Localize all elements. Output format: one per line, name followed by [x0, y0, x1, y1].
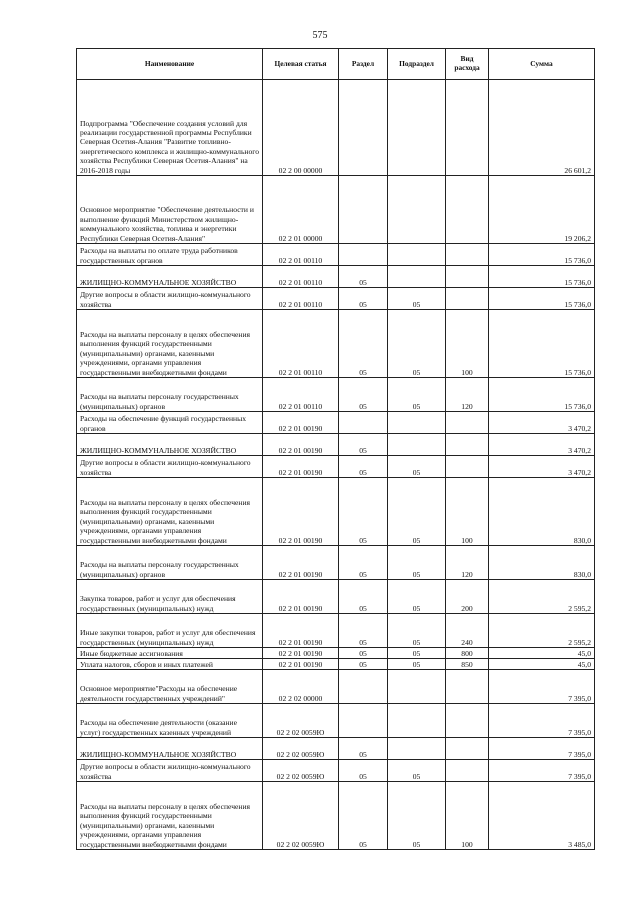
row-target: 02 2 01 00190: [263, 412, 339, 434]
row-name: Расходы на выплаты персоналу в целях обеспечения выполнения функций государственными (муниципальными) органами, казенными учреждениями, органами управления государственными внебюджетными фондами: [77, 782, 263, 850]
row-section: 05: [339, 310, 388, 378]
row-name: Расходы на обеспечение деятельности (оказание услуг) государственных казенных учреждений: [77, 704, 263, 738]
row-exp-type: 850: [446, 659, 489, 670]
header-exp-type: Вид расхода: [446, 49, 489, 80]
row-subsection: [388, 244, 446, 266]
row-subsection: [388, 670, 446, 704]
row-sum: 3 470,2: [489, 412, 595, 434]
row-subsection: [388, 80, 446, 176]
row-name: Расходы на выплаты персоналу государственных (муниципальных) органов: [77, 378, 263, 412]
row-section: 05: [339, 456, 388, 478]
row-exp-type: [446, 760, 489, 782]
row-subsection: [388, 176, 446, 244]
row-sum: 830,0: [489, 478, 595, 546]
row-exp-type: [446, 266, 489, 288]
table-row: [77, 456, 595, 478]
row-subsection: 05: [388, 648, 446, 659]
row-name: Расходы на выплаты персоналу в целях обеспечения выполнения функций государственными (муниципальными) органами, казенными учреждениями, органами управления государственными внебюджетными фондами: [77, 478, 263, 546]
row-subsection: 05: [388, 614, 446, 648]
row-section: 05: [339, 546, 388, 580]
row-exp-type: [446, 434, 489, 456]
table-row: [77, 266, 595, 288]
table-row: [77, 614, 595, 648]
row-sum: 7 395,0: [489, 670, 595, 704]
row-section: [339, 670, 388, 704]
header-sum: Сумма: [489, 49, 595, 80]
row-exp-type: 100: [446, 782, 489, 850]
row-name: Подпрограмма "Обеспечение создания условий для реализации государственной программы Республики Северная Осетия-Алания "Развитие топливно-энергетического комплекса и жилищно-коммунального хозяйства Республики Северная Осетия-Алания" на 2016-2018 годы: [77, 80, 263, 176]
row-section: [339, 176, 388, 244]
row-target: 02 2 02 0059Ю: [263, 704, 339, 738]
row-subsection: [388, 412, 446, 434]
table-row: [77, 670, 595, 704]
table-row: [77, 648, 595, 659]
row-exp-type: 240: [446, 614, 489, 648]
row-exp-type: 120: [446, 378, 489, 412]
row-sum: 15 736,0: [489, 266, 595, 288]
row-sum: 7 395,0: [489, 704, 595, 738]
row-section: 05: [339, 478, 388, 546]
header-section: Раздел: [339, 49, 388, 80]
row-exp-type: [446, 670, 489, 704]
row-target: 02 2 01 00000: [263, 176, 339, 244]
row-sum: 15 736,0: [489, 288, 595, 310]
row-sum: 26 601,2: [489, 80, 595, 176]
row-target: 02 2 01 00190: [263, 546, 339, 580]
row-sum: 19 206,2: [489, 176, 595, 244]
row-target: 02 2 01 00190: [263, 659, 339, 670]
row-section: 05: [339, 648, 388, 659]
row-section: 05: [339, 760, 388, 782]
row-section: 05: [339, 782, 388, 850]
row-sum: 15 736,0: [489, 310, 595, 378]
row-exp-type: 120: [446, 546, 489, 580]
row-target: 02 2 01 00110: [263, 244, 339, 266]
row-name: Другие вопросы в области жилищно-коммунального хозяйства: [77, 760, 263, 782]
row-subsection: 05: [388, 760, 446, 782]
row-exp-type: [446, 244, 489, 266]
table-row: [77, 412, 595, 434]
row-target: 02 2 01 00190: [263, 580, 339, 614]
table-row: [77, 434, 595, 456]
row-exp-type: [446, 80, 489, 176]
row-name: Расходы на обеспечение функций государственных органов: [77, 412, 263, 434]
row-section: [339, 80, 388, 176]
row-subsection: [388, 738, 446, 760]
row-name: Расходы на выплаты персоналу государственных (муниципальных) органов: [77, 546, 263, 580]
row-name: Уплата налогов, сборов и иных платежей: [77, 659, 263, 670]
table-row: [77, 378, 595, 412]
row-exp-type: [446, 288, 489, 310]
row-section: [339, 704, 388, 738]
row-section: 05: [339, 659, 388, 670]
table-row: [77, 288, 595, 310]
row-subsection: 05: [388, 378, 446, 412]
row-subsection: 05: [388, 456, 446, 478]
row-subsection: 05: [388, 782, 446, 850]
row-exp-type: [446, 176, 489, 244]
row-exp-type: [446, 738, 489, 760]
row-subsection: 05: [388, 478, 446, 546]
row-target: 02 2 01 00190: [263, 614, 339, 648]
row-name: Другие вопросы в области жилищно-коммунального хозяйства: [77, 288, 263, 310]
row-name: Иные закупки товаров, работ и услуг для обеспечения государственных (муниципальных) нужд: [77, 614, 263, 648]
page-number: 575: [312, 30, 328, 41]
row-section: 05: [339, 266, 388, 288]
table-row: [77, 782, 595, 850]
row-target: 02 2 01 00110: [263, 266, 339, 288]
row-sum: 3 485,0: [489, 782, 595, 850]
row-name: ЖИЛИЩНО-КОММУНАЛЬНОЕ ХОЗЯЙСТВО: [77, 738, 263, 760]
row-exp-type: 100: [446, 478, 489, 546]
row-sum: 3 470,2: [489, 456, 595, 478]
header-subsection: Подраздел: [388, 49, 446, 80]
row-subsection: 05: [388, 546, 446, 580]
row-sum: 2 595,2: [489, 580, 595, 614]
row-sum: 7 395,0: [489, 760, 595, 782]
row-subsection: 05: [388, 288, 446, 310]
row-subsection: 05: [388, 659, 446, 670]
row-target: 02 2 00 00000: [263, 80, 339, 176]
row-section: 05: [339, 378, 388, 412]
row-subsection: [388, 434, 446, 456]
row-sum: 830,0: [489, 546, 595, 580]
header-target: Целевая статья: [263, 49, 339, 80]
row-target: 02 2 02 0059Ю: [263, 782, 339, 850]
row-subsection: [388, 704, 446, 738]
table-row: [77, 760, 595, 782]
row-sum: 7 395,0: [489, 738, 595, 760]
row-subsection: [388, 266, 446, 288]
row-name: Другие вопросы в области жилищно-коммунального хозяйства: [77, 456, 263, 478]
table-row: [77, 176, 595, 244]
row-section: 05: [339, 614, 388, 648]
table-row: [77, 659, 595, 670]
row-target: 02 2 01 00110: [263, 378, 339, 412]
row-exp-type: [446, 412, 489, 434]
row-section: [339, 412, 388, 434]
row-sum: 45,0: [489, 648, 595, 659]
row-name: ЖИЛИЩНО-КОММУНАЛЬНОЕ ХОЗЯЙСТВО: [77, 266, 263, 288]
row-section: 05: [339, 738, 388, 760]
row-target: 02 2 02 00000: [263, 670, 339, 704]
row-target: 02 2 01 00110: [263, 288, 339, 310]
row-exp-type: 100: [446, 310, 489, 378]
table-header-row: [77, 49, 595, 80]
row-exp-type: [446, 456, 489, 478]
row-target: 02 2 01 00190: [263, 456, 339, 478]
row-name: Закупка товаров, работ и услуг для обеспечения государственных (муниципальных) нужд: [77, 580, 263, 614]
row-target: 02 2 01 00190: [263, 648, 339, 659]
table-row: [77, 546, 595, 580]
row-name: ЖИЛИЩНО-КОММУНАЛЬНОЕ ХОЗЯЙСТВО: [77, 434, 263, 456]
row-section: 05: [339, 434, 388, 456]
row-target: 02 2 01 00190: [263, 478, 339, 546]
row-name: Основное мероприятие"Расходы на обеспечение деятельности государственных учреждений": [77, 670, 263, 704]
row-target: 02 2 02 0059Ю: [263, 738, 339, 760]
table-row: [77, 80, 595, 176]
row-sum: 45,0: [489, 659, 595, 670]
row-sum: 2 595,2: [489, 614, 595, 648]
row-subsection: 05: [388, 580, 446, 614]
row-subsection: 05: [388, 310, 446, 378]
table-row: [77, 310, 595, 378]
row-exp-type: [446, 704, 489, 738]
table-row: [77, 244, 595, 266]
row-name: Основное мероприятие "Обеспечение деятельности и выполнение функций Министерством жилищно-коммунального хозяйства, топлива и энергетики Республики Северная Осетия-Алания": [77, 176, 263, 244]
row-sum: 15 736,0: [489, 244, 595, 266]
table-row: [77, 704, 595, 738]
row-target: 02 2 02 0059Ю: [263, 760, 339, 782]
row-name: Расходы на выплаты персоналу в целях обеспечения выполнения функций государственными (муниципальными) органами, казенными учреждениями, органами управления государственными внебюджетными фондами: [77, 310, 263, 378]
row-section: 05: [339, 580, 388, 614]
table-row: [77, 478, 595, 546]
row-name: Иные бюджетные ассигнования: [77, 648, 263, 659]
row-exp-type: 200: [446, 580, 489, 614]
row-sum: 3 470,2: [489, 434, 595, 456]
header-name: Наименование: [77, 49, 263, 80]
row-exp-type: 800: [446, 648, 489, 659]
row-sum: 15 736,0: [489, 378, 595, 412]
row-target: 02 2 01 00190: [263, 434, 339, 456]
row-section: [339, 244, 388, 266]
row-name: Расходы на выплаты по оплате труда работников государственных органов: [77, 244, 263, 266]
budget-table: [76, 48, 595, 850]
row-section: 05: [339, 288, 388, 310]
table-row: [77, 738, 595, 760]
row-target: 02 2 01 00110: [263, 310, 339, 378]
table-row: [77, 580, 595, 614]
